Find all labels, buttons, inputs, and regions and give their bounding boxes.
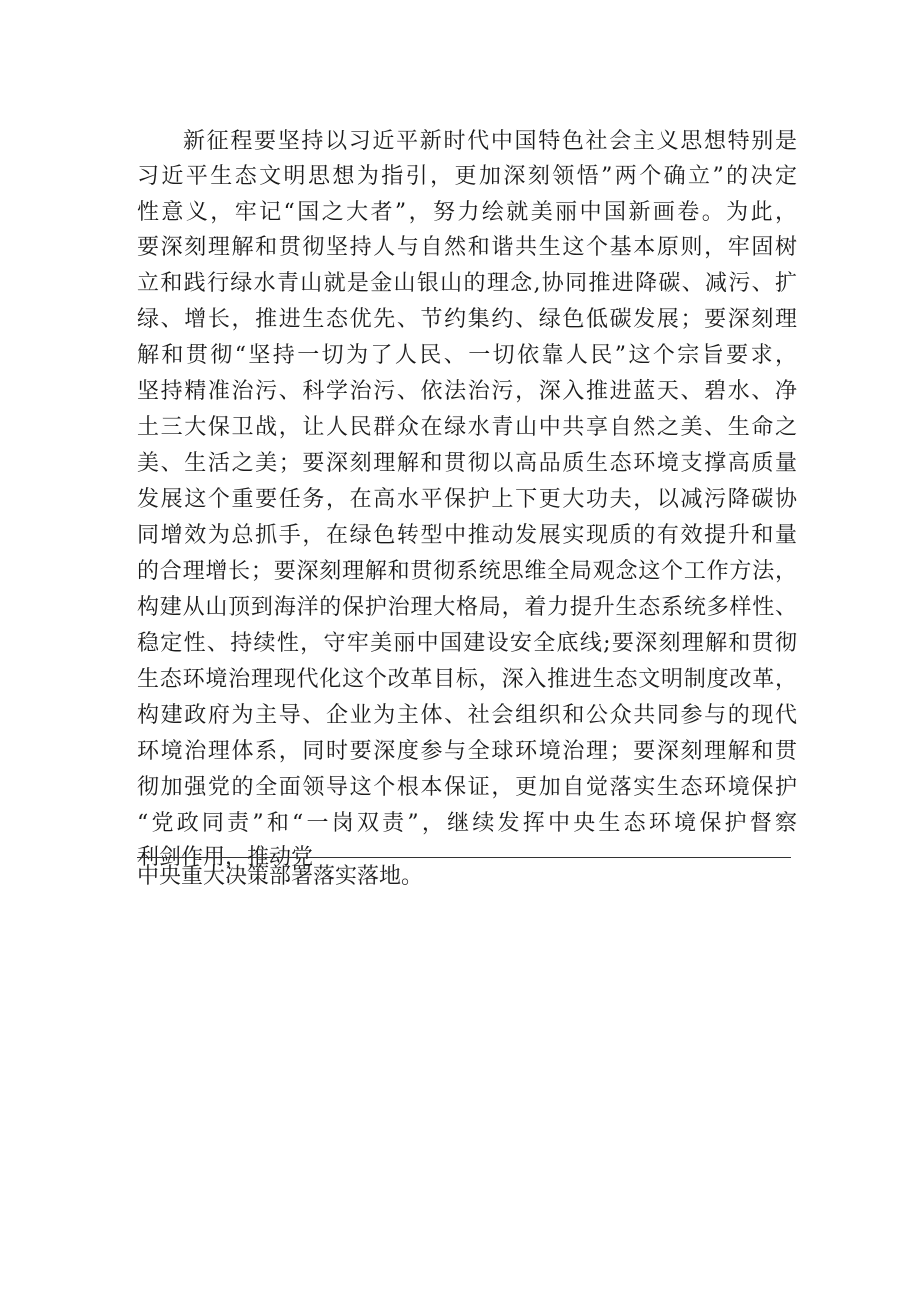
paragraph-line: 习近平生态文明思想为指引，更加深刻领悟”两个确立”的决定 xyxy=(137,164,797,189)
paragraph-line: 生态环境治理现代化这个改革目标，深入推进生态文明制度改革， xyxy=(137,667,797,692)
paragraph-line: 立和践行绿水青山就是金山银山的理念,协同推进降碳、减污、扩 xyxy=(137,271,797,296)
paragraph-line: 构建政府为主导、企业为主体、社会组织和公众共同参与的现代 xyxy=(137,703,797,728)
paragraph-line: 环境治理体系，同时要深度参与全球环境治理；要深刻理解和贯 xyxy=(137,739,797,764)
continuation-line: 中央重大决策部署落实落地。 xyxy=(137,864,424,889)
paragraph-line: 稳定性、持续性，守牢美丽中国建设安全底线;要深刻理解和贯彻 xyxy=(137,631,797,656)
paragraph-line: 发展这个重要任务，在高水平保护上下更大功夫，以减污降碳协 xyxy=(137,487,797,512)
paragraph-line: 的合理增长；要深刻理解和贯彻系统思维全局观念这个工作方法， xyxy=(137,559,797,584)
paragraph-line: 新征程要坚持以习近平新时代中国特色社会主义思想特别是 xyxy=(183,129,797,154)
paragraph-line: 土三大保卫战，让人民群众在绿水青山中共享自然之美、生命之 xyxy=(137,415,797,440)
paragraph-line: 美、生活之美；要深刻理解和贯彻以高品质生态环境支撑高质量 xyxy=(137,451,797,476)
paragraph-line: “党政同责”和“一岗双责”，继续发挥中央生态环境保护督察 xyxy=(137,811,797,836)
paragraph-line: 解和贯彻“坚持一切为了人民、一切依靠人民”这个宗旨要求， xyxy=(137,343,797,368)
paragraph-line: 坚持精准治污、科学治污、依法治污，深入推进蓝天、碧水、净 xyxy=(137,379,797,404)
paragraph-line: 构建从山顶到海洋的保护治理大格局，着力提升生态系统多样性、 xyxy=(137,595,797,620)
paragraph-line: 同增效为总抓手，在绿色转型中推动发展实现质的有效提升和量 xyxy=(137,523,797,548)
paragraph-line: 要深刻理解和贯彻坚持人与自然和谐共生这个基本原则，牢固树 xyxy=(137,235,797,260)
paragraph-line: 性意义，牢记“国之大者”，努力绘就美丽中国新画卷。为此， xyxy=(137,200,797,225)
paragraph-line: 彻加强党的全面领导这个根本保证，更加自觉落实生态环境保护 xyxy=(137,775,797,800)
paragraph-line: 绿、增长，推进生态优先、节约集约、绿色低碳发展；要深刻理 xyxy=(137,307,797,332)
horizontal-rule xyxy=(137,857,791,858)
paragraph-line: 利剑作用，推动党 xyxy=(137,845,314,870)
